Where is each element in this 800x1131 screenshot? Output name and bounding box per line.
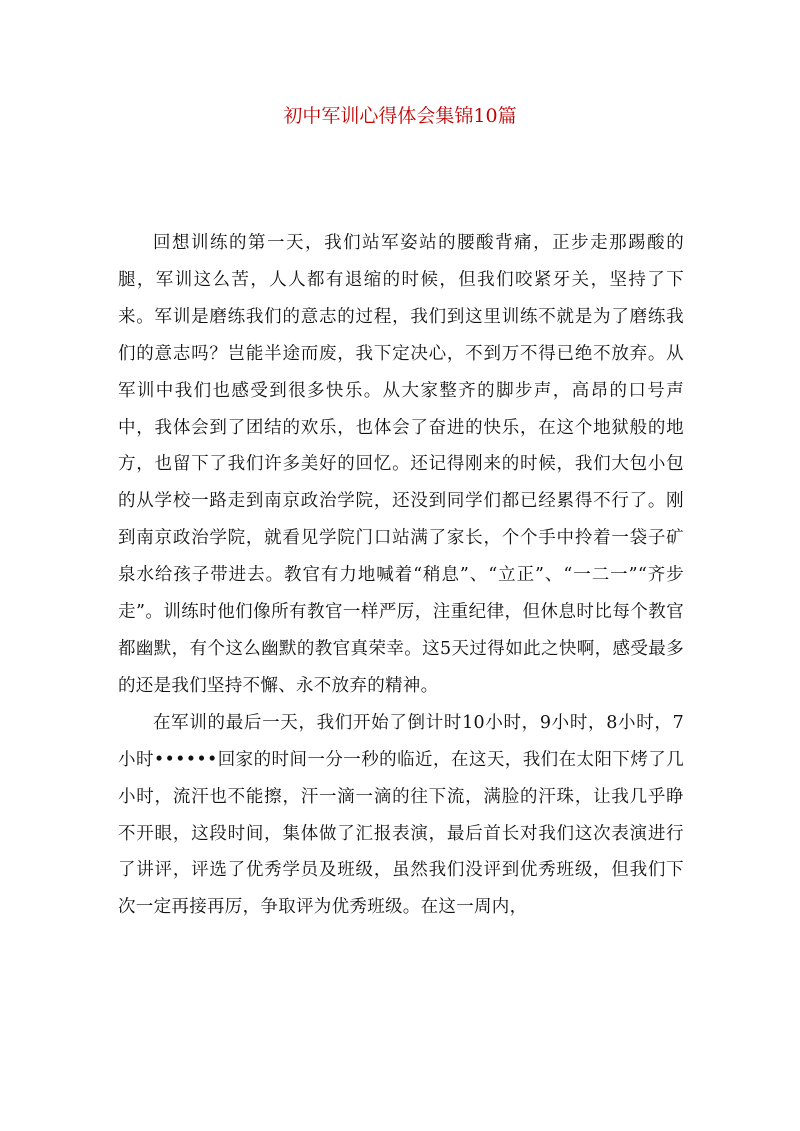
- paragraph-2: 在军训的最后一天，我们开始了倒计时10小时，9小时，8小时，7小时••••••回家的时间一分一秒的临近，在这天，我们在太阳下烤了几小时，流汗也不能擦，汗一滴一滴的往下流，满脸的汗珠，让我几乎睁不开眼，这段时间，集体做了汇报表演，最后首长对我们这次表演进行了讲评，评选了优秀学员及班级，虽然我们没评到优秀班级，但我们下次一定再接再厉，争取评为优秀班级。在这一周内，: [118, 712, 684, 918]
- document-title: 初中军训心得体会集锦10篇: [283, 105, 517, 127]
- paragraph-1: 回想训练的第一天，我们站军姿站的腰酸背痛，正步走那踢酸的腿，军训这么苦，人人都有退缩的时候，但我们咬紧牙关，坚持了下来。军训是磨练我们的意志的过程，我们到这里训练不就是为了磨练我们的意志吗？岂能半途而废，我下定决心，不到万不得已绝不放弃。从军训中我们也感受到很多快乐。从大家整齐的脚步声，高昂的口号声中，我体会到了团结的欢乐，也体会了奋进的快乐，在这个地狱般的地方，也留下了我们许多美好的回忆。还记得刚来的时候，我们大包小包的从学校一路走到南京政治学院，还没到同学们都已经累得不行了。刚到南京政治学院，就看见学院门口站满了家长，个个手中拎着一袋子矿泉水给孩子带进去。教官有力地喊着“稍息”、“立正”、“一二一”“齐步走”。训练时他们像所有教官一样严厉，注重纪律，但休息时比每个教官都幽默，有个这么幽默的教官真荣幸。这5天过得如此之快啊，感受最多的还是我们坚持不懈、永不放弃的精神。: [118, 233, 684, 696]
- document-body: [118, 225, 684, 926]
